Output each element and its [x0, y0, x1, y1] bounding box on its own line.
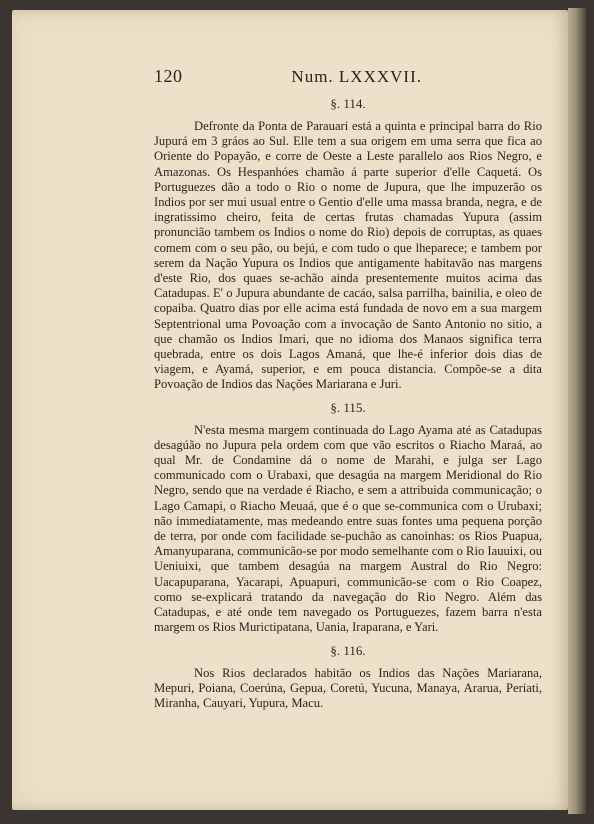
section-paragraph-115: N'esta mesma margem continuada do Lago Ayama até as Catadupas desagúão no Jupura pela ordem com que vão escritos o Riacho Maraá, ao qual Mr. de Condamine dá o nome de Marahi, e julga ser Lago communicado com o Urabaxi, que desagúa na margem Meridional do Rio Negro, sendo que na verdade é Riacho, e sem a attribuida communicação; o Lago Camapi, o Riacho Meuaá, que é o que se-communica com o Urubaxi; não immediatamente, mas medeando entre suas fontes uma pequena porção de terra, por onde com facilidade se-puchão as canoinhas: os Rios Puapua, Amanyuparana, communicão-se por modo semelhante com o Rio Iauuixi, ou Ueniuixi, que tambem desagúa na margem Austral do Rio Negro: Uacapuparana, Yacarapi, Apuapuri, communicão-se com o Rio Coapez, como se-explicará tratando da navegação do Rio Negro. Além das Catadupas, e até onde tem navegado os Portuguezes, fazem barra n'esta margem os Rios Murictipatana, Uania, Iraparana, e Yari.	[154, 422, 542, 635]
page-number: 120	[154, 66, 183, 86]
page-edge	[568, 8, 586, 814]
page-content	[154, 66, 542, 711]
running-head	[154, 66, 542, 90]
section-heading-115: §. 115.	[330, 399, 366, 415]
running-title: Num. LXXXVII.	[291, 67, 422, 86]
book-page	[12, 10, 568, 810]
section-heading-114: §. 114.	[330, 96, 366, 111]
section-heading-116: §. 116.	[330, 642, 366, 658]
section-paragraph-114: Defronte da Ponta de Parauari está a quinta e principal barra do Rio Jupurá em 3 gráos ao Sul. Elle tem a sua origem em uma serra que fica ao Oriente do Popayão, e corre de Oeste a Leste parallelo aos Rios Negro, e Amazonas. Os Hespanhóes chamão á parte superior d'elle Caquetá. Os Portuguezes dão a todo o Rio o nome de Jupura, que lhe impuzerão os Indios por ser mui usual entre o Gentio d'elle uma massa branda, negra, e de ingratissimo cheiro, feita de certas frutas chamadas Yupura (assim pronuncião tambem os Indios o nome do Rio) depois de corruptas, as quaes comem com o seu pão, ou bejú, e com tudo o que lheparece; e tambem por serem da Nação Yupura os Indios que antigamente habitavão nas margens d'este Rio, dos quaes se-achão ainda presentemente muitos acima das Catadupas. E' o Jupura abundante de cacáo, salsa parrilha, bainilia, e oleo de copaiba. Quatro dias por elle acima está fundada de novo em a sua margem Septentrional uma Povoação com a invocação de Santo Antonio no sitio, a que chamão os Indios Imari, que no idioma dos Manaos significa terra quebrada, entre os dois Lagos Amaná, que lhe-é inferior dois dias de viagem, e Ayamá, superior, e em pouca distancia. Compõe-se a dita Povoação de Indios das Nações Mariarana e Juri.	[154, 119, 542, 392]
section-paragraph-116: Nos Rios declarados habitão os Indios das Nações Mariarana, Mepuri, Poiana, Coerúna, Gepua, Coretú, Yucuna, Manaya, Ararua, Periati, Miranha, Cauyari, Yupura, Macu.	[154, 665, 542, 710]
